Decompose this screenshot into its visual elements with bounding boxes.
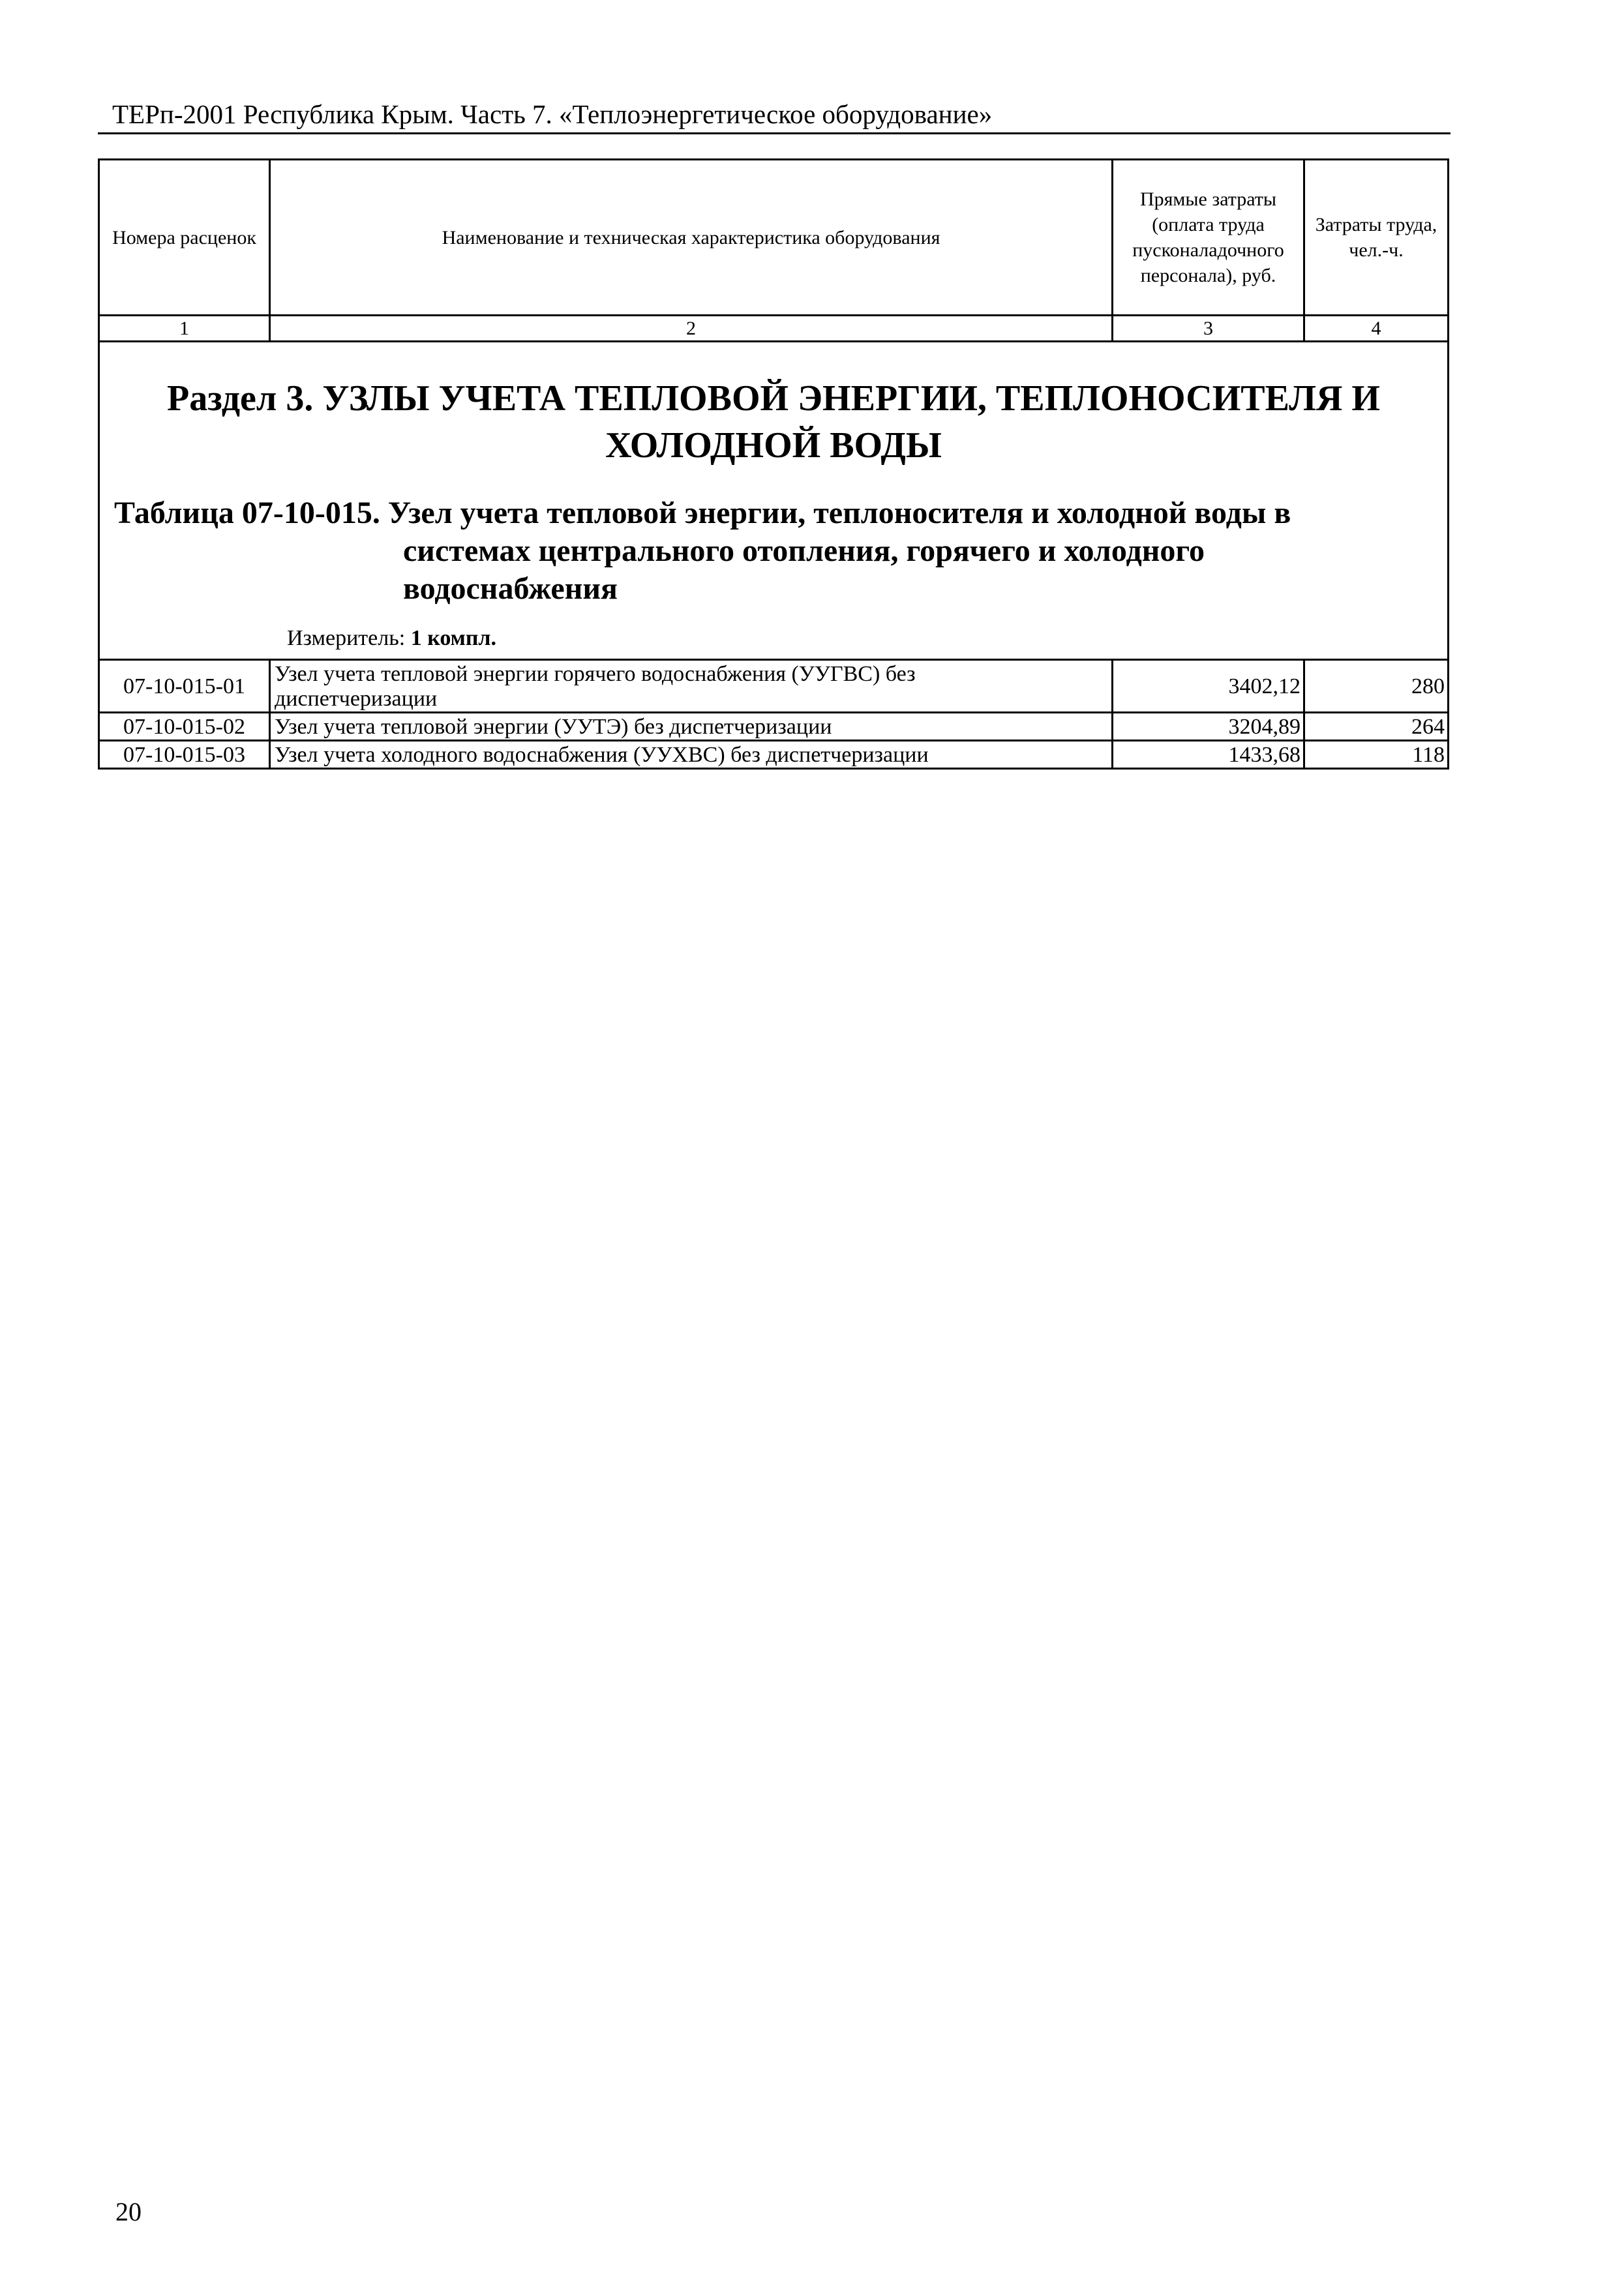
section-title-line-1: Раздел 3. УЗЛЫ УЧЕТА ТЕПЛОВОЙ ЭНЕРГИИ, ТЕПЛОНОСИТЕЛЯ И xyxy=(167,378,1380,419)
table-title xyxy=(114,494,1438,608)
rate-labor: 118 xyxy=(1304,741,1449,769)
header-cell-codes: Номера расценок xyxy=(99,160,270,316)
rate-code: 07-10-015-03 xyxy=(99,741,270,769)
table-title-lead: Таблица 07-10-015. xyxy=(114,496,388,530)
measure-unit xyxy=(287,624,496,653)
column-number-1: 1 xyxy=(99,316,270,342)
measure-value: 1 компл. xyxy=(410,626,497,650)
page-number: 20 xyxy=(115,2197,142,2226)
table-row xyxy=(99,713,1449,741)
rate-description: Узел учета холодного водоснабжения (УУХВС) без диспетчеризации xyxy=(270,741,1113,769)
section-title-row xyxy=(99,342,1449,660)
rate-description: Узел учета тепловой энергии горячего водоснабжения (УУГВС) без диспетчеризации xyxy=(270,660,1113,713)
rate-labor: 264 xyxy=(1304,713,1449,741)
table-header-row xyxy=(99,160,1449,316)
header-cell-labor: Затраты труда, чел.-ч. xyxy=(1304,160,1449,316)
table-row xyxy=(99,660,1449,713)
header-cell-name: Наименование и техническая характеристика оборудования xyxy=(270,160,1113,316)
running-header: ТЕРп-2001 Республика Крым. Часть 7. «Теплоэнергетическое оборудование» xyxy=(112,99,993,129)
rate-labor: 280 xyxy=(1304,660,1449,713)
column-number-row xyxy=(99,316,1449,342)
header-cell-direct-costs: Прямые затраты (оплата труда пусконаладочного персонала), руб. xyxy=(1113,160,1304,316)
table-title-line-3: водоснабжения xyxy=(403,571,618,606)
rate-cost: 1433,68 xyxy=(1113,741,1304,769)
column-number-3: 3 xyxy=(1113,316,1304,342)
section-title-line-2: ХОЛОДНОЙ ВОДЫ xyxy=(605,425,942,466)
rate-description: Узел учета тепловой энергии (УУТЭ) без диспетчеризации xyxy=(270,713,1113,741)
header-rule xyxy=(98,132,1451,134)
rate-code: 07-10-015-02 xyxy=(99,713,270,741)
table-title-line-1: Узел учета тепловой энергии, теплоносителя и холодной воды в xyxy=(387,496,1291,530)
table-title-line-2: системах центрального отопления, горячего и холодного xyxy=(403,533,1205,568)
rate-cost: 3402,12 xyxy=(1113,660,1304,713)
table-row xyxy=(99,741,1449,769)
rate-code: 07-10-015-01 xyxy=(99,660,270,713)
measure-label: Измеритель: xyxy=(287,626,411,650)
column-number-2: 2 xyxy=(270,316,1113,342)
column-number-4: 4 xyxy=(1304,316,1449,342)
section-title-cell xyxy=(99,342,1449,660)
rate-cost: 3204,89 xyxy=(1113,713,1304,741)
rates-table xyxy=(98,158,1449,770)
section-title xyxy=(100,375,1447,469)
